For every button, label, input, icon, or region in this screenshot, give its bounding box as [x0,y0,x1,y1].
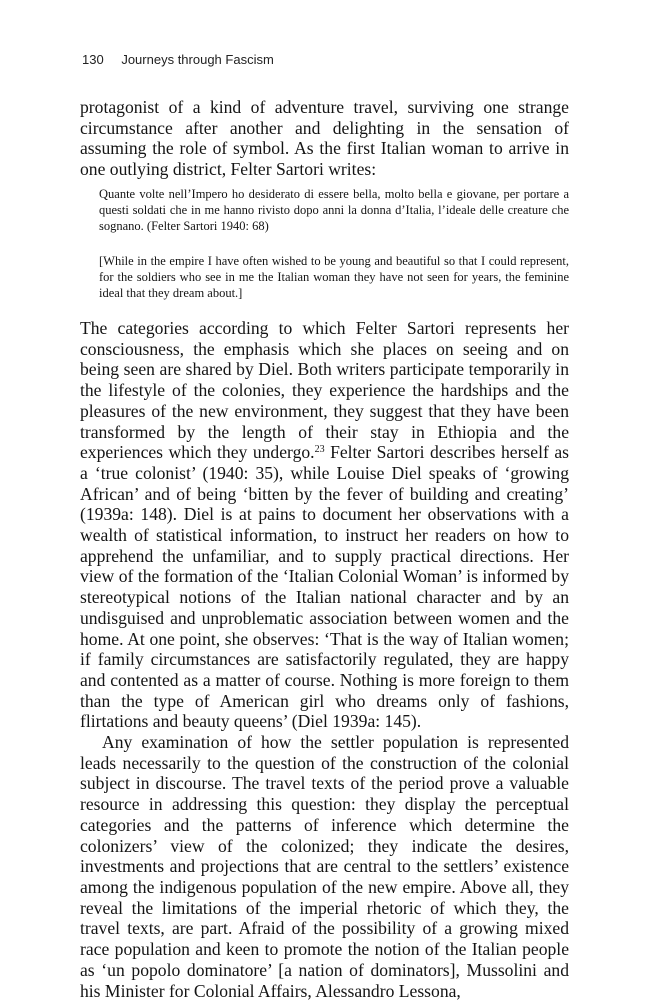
paragraph-categories [80,318,569,732]
paragraph-intro-text: protagonist of a kind of adventure travel, surviving one strange circumstance after another and delighting in the sensation of assuming the role of symbol. As the first Italian woman to arrive in one outlying district, Felter Sartori writes: [80,97,569,180]
main-body [80,318,569,1001]
page-number: 130 [82,52,104,67]
running-title: Journeys through Fascism [121,52,274,67]
paragraph-intro [80,97,569,180]
block-quote-italian-text: Quante volte nell’Impero ho desiderato di essere bella, molto bella e giovane, per portare a questi soldati che in me hanno rivisto dopo anni la donna d’Italia, l’ideale delle creature che sognano. (Felter Sartori 1940: 68) [99,187,569,234]
paragraph-categories-continued: Felter Sartori describes herself as a ‘true colonist’ (1940: 35), while Louise Diel speaks of ‘growing African’ and of being ‘bitten by the fever of building and creating’ (1939a: 148). Diel is at pains to document her observations with a wealth of statistical information, to instruct her readers on how to apprehend the unfamiliar, and to supply practical directions. Her view of the formation of the ‘Italian Colonial Woman’ is informed by stereotypical notions of the Italian national character and by an undisguised and unproblematic association between women and the home. At one point, she observes: ‘That is the way of Italian women; if family circumstances are satisfactorily regulated, they are happy and contented as a matter of course. Nothing is more foreign to them than the type of American girl who dreams only of fashions, flirtations and beauty queens’ (Diel 1939a: 145). [80,442,569,732]
block-quote-translation [99,253,569,302]
block-quote-translation-text: [While in the empire I have often wished to be young and beautiful so that I could represent, for the soldiers who see in me the Italian woman they have not seen for years, the feminine ideal that they dream about.] [99,254,569,301]
paragraph-categories-text: The categories according to which Felter Sartori represents her consciousness, the emphasis which she places on seeing and on being seen are shared by Diel. Both writers participate temporarily in the lifestyle of the colonies, they experience the hardships and the pleasures of the new environment, they suggest that they have been transformed by the length of their stay in Ethiopia and the experiences which they undergo. [80,318,569,463]
footnote-reference[interactable]: 23 [314,444,325,456]
running-header [82,52,274,67]
paragraph-examination: Any examination of how the settler population is represented leads necessarily to the question of the construction of the colonial subject in discourse. The travel texts of the period prove a valuable resource in addressing this question: they display the perceptual categories and the patterns of inference which determine the colonizers’ view of the colonized; they indicate the desires, investments and projections that are central to the settlers’ existence among the indigenous population of the new empire. Above all, they reveal the limitations of the imperial rhetoric of which they, the travel texts, are part. Afraid of the possibility of a growing mixed race population and keen to promote the notion of the Italian people as ‘un popolo dominatore’ [a nation of dominators], Mussolini and his Minister for Colonial Affairs, Alessandro Lessona, [80,732,569,1001]
block-quote-italian [99,186,569,235]
